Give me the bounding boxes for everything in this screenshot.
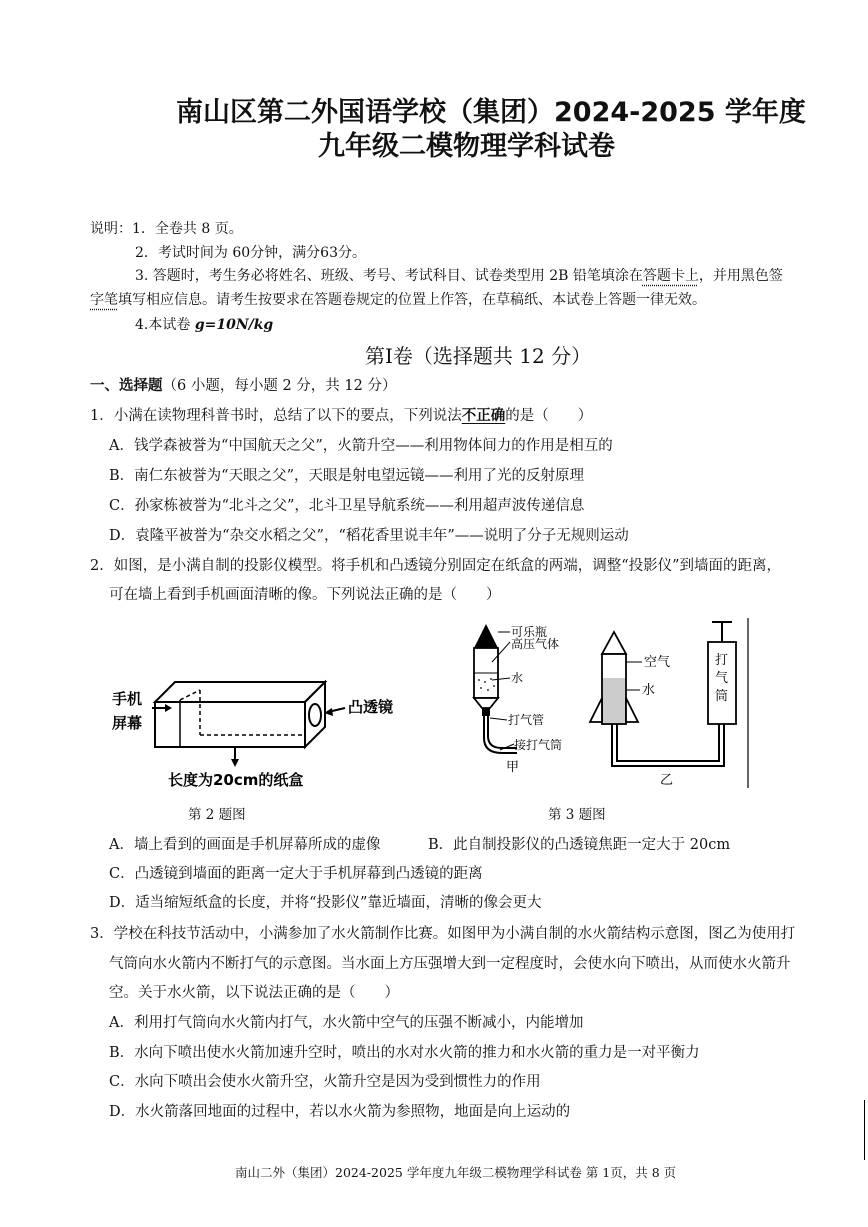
label-pump-1: 打 xyxy=(715,653,729,668)
section-title: 第Ⅰ卷（选择题共 12 分） xyxy=(365,344,592,368)
label-water: 水 xyxy=(511,671,524,685)
label-gas: 高压气体 xyxy=(511,637,560,651)
margin-rule xyxy=(864,1100,865,1160)
question-3-option-d: D．水火箭落回地面的过程中，若以水火箭为参照物，地面是向上运动的 xyxy=(109,1104,571,1120)
question-1-emphasis: 不正确 xyxy=(461,407,506,424)
figure-3-caption: 第 3 题图 xyxy=(548,807,606,823)
pen-emphasis: 字笔 xyxy=(90,292,118,308)
question-3-stem-line-2: 气筒向水火箭内不断打气的示意图。当水面上方压强增大到一定程度时，会使水向下喷出，从而使水火箭升 xyxy=(109,956,791,972)
question-3-option-b: B．水向下喷出使水火箭加速升空时，喷出的水对水火箭的推力和水火箭的重力是一对平衡力 xyxy=(109,1045,700,1061)
instruction-item-3-continued: 字笔填写相应信息。请考生按要求在答题卷规定的位置上作答，在草稿纸、本试卷上答题一律无效。 xyxy=(90,292,706,308)
label-pump-3: 筒 xyxy=(715,689,729,704)
question-3-stem-line-1: 3．学校在科技节活动中，小满参加了水火箭制作比赛。如图甲为小满自制的水火箭结构示意图，图乙为使用打 xyxy=(90,926,796,942)
label-phone: 手机 xyxy=(112,690,143,708)
question-3-stem-line-3: 空。关于水火箭，以下说法正确的是（ ） xyxy=(109,985,399,1001)
question-2-option-a: A．墙上看到的画面是手机屏幕所成的虚像 xyxy=(109,837,381,853)
question-2-stem-line-1: 2．如图，是小满自制的投影仪模型。将手机和凸透镜分别固定在纸盒的两端，调整“投影仪”到墙面的距离， xyxy=(90,558,782,574)
title-line-1: 南山区第二外国语学校（集团）2024-2025 学年度 xyxy=(176,97,806,128)
question-1-option-d: D．袁隆平被誉为“杂交水稻之父”，“稻花香里说丰年”——说明了分子无规则运动 xyxy=(109,528,629,544)
title-line-2: 九年级二模物理学科试卷 xyxy=(318,131,615,162)
question-2-option-c: C．凸透镜到墙面的距离一定大于手机屏幕到凸透镜的距离 xyxy=(109,866,483,882)
question-3-option-a: A．利用打气筒向水火箭内打气，水火箭中空气的压强不断减小，内能增加 xyxy=(109,1015,584,1031)
label-water-2: 水 xyxy=(642,683,656,698)
page-footer: 南山二外（集团）2024-2025 学年度九年级二模物理学科试卷 第 1页，共 8 页 xyxy=(235,1165,677,1180)
question-2-stem-line-2: 可在墙上看到手机画面清晰的像。下列说法正确的是（ ） xyxy=(109,587,501,603)
g-value: g=10N/kg xyxy=(194,317,274,333)
label-valve: 打气管 xyxy=(508,713,545,727)
question-1-option-c: C．孙家栋被誉为“北斗之父”，北斗卫星导航系统——利用超声波传递信息 xyxy=(109,498,585,514)
instruction-item-3: 3. 答题时，考生务必将姓名、班级、考号、考试科目、试卷类型用 2B 铅笔填涂在答题卡上，并用黑色签 xyxy=(135,268,783,284)
answer-card-emphasis: 答题卡上 xyxy=(642,268,699,284)
figure-2-projector-box xyxy=(110,660,410,790)
question-2-option-d: D．适当缩短纸盒的长度，并将“投影仪”靠近墙面，清晰的像会更大 xyxy=(109,895,542,911)
question-1-stem: 1．小满在读物理科普书时，总结了以下的要点，下列说法不正确的是（ ） xyxy=(90,407,593,424)
figure-2-caption: 第 2 题图 xyxy=(188,807,246,823)
label-lens: 凸透镜 xyxy=(348,698,394,716)
question-2-option-b: B．此自制投影仪的凸透镜焦距一定大于 20cm xyxy=(428,837,731,853)
section-heading: 一、选择题（6 小题，每小题 2 分，共 12 分） xyxy=(90,377,397,394)
label-air: 空气 xyxy=(644,655,671,670)
instruction-item-2: 2．考试时间为 60分钟，满分63分。 xyxy=(135,245,366,261)
figure-3-water-rocket xyxy=(462,618,754,790)
label-screen: 屏幕 xyxy=(112,714,143,732)
label-box: 长度为20cm的纸盒 xyxy=(168,771,304,789)
instructions-label: 说明： xyxy=(90,221,132,237)
question-1-option-b: B．南仁东被誉为“天眼之父”，天眼是射电望远镜——利用了光的反射原理 xyxy=(109,468,584,484)
question-1-option-a: A．钱学森被誉为“中国航天之父”，火箭升空——利用物体间力的作用是相互的 xyxy=(109,438,613,454)
instructions-line-1 xyxy=(90,218,243,238)
label-pump-2: 气 xyxy=(715,671,729,686)
label-jia: 甲 xyxy=(506,760,520,775)
label-bottle: 可乐瓶 xyxy=(511,625,548,639)
instruction-item-1: 1．全卷共 8 页。 xyxy=(132,221,243,237)
instruction-item-4: 4.本试卷 g=10N/kg xyxy=(135,317,274,333)
label-yi: 乙 xyxy=(660,773,674,788)
question-3-option-c: C．水向下喷出会使水火箭升空，火箭升空是因为受到惯性力的作用 xyxy=(109,1074,541,1090)
label-pump-conn: 接打气筒 xyxy=(514,738,563,752)
